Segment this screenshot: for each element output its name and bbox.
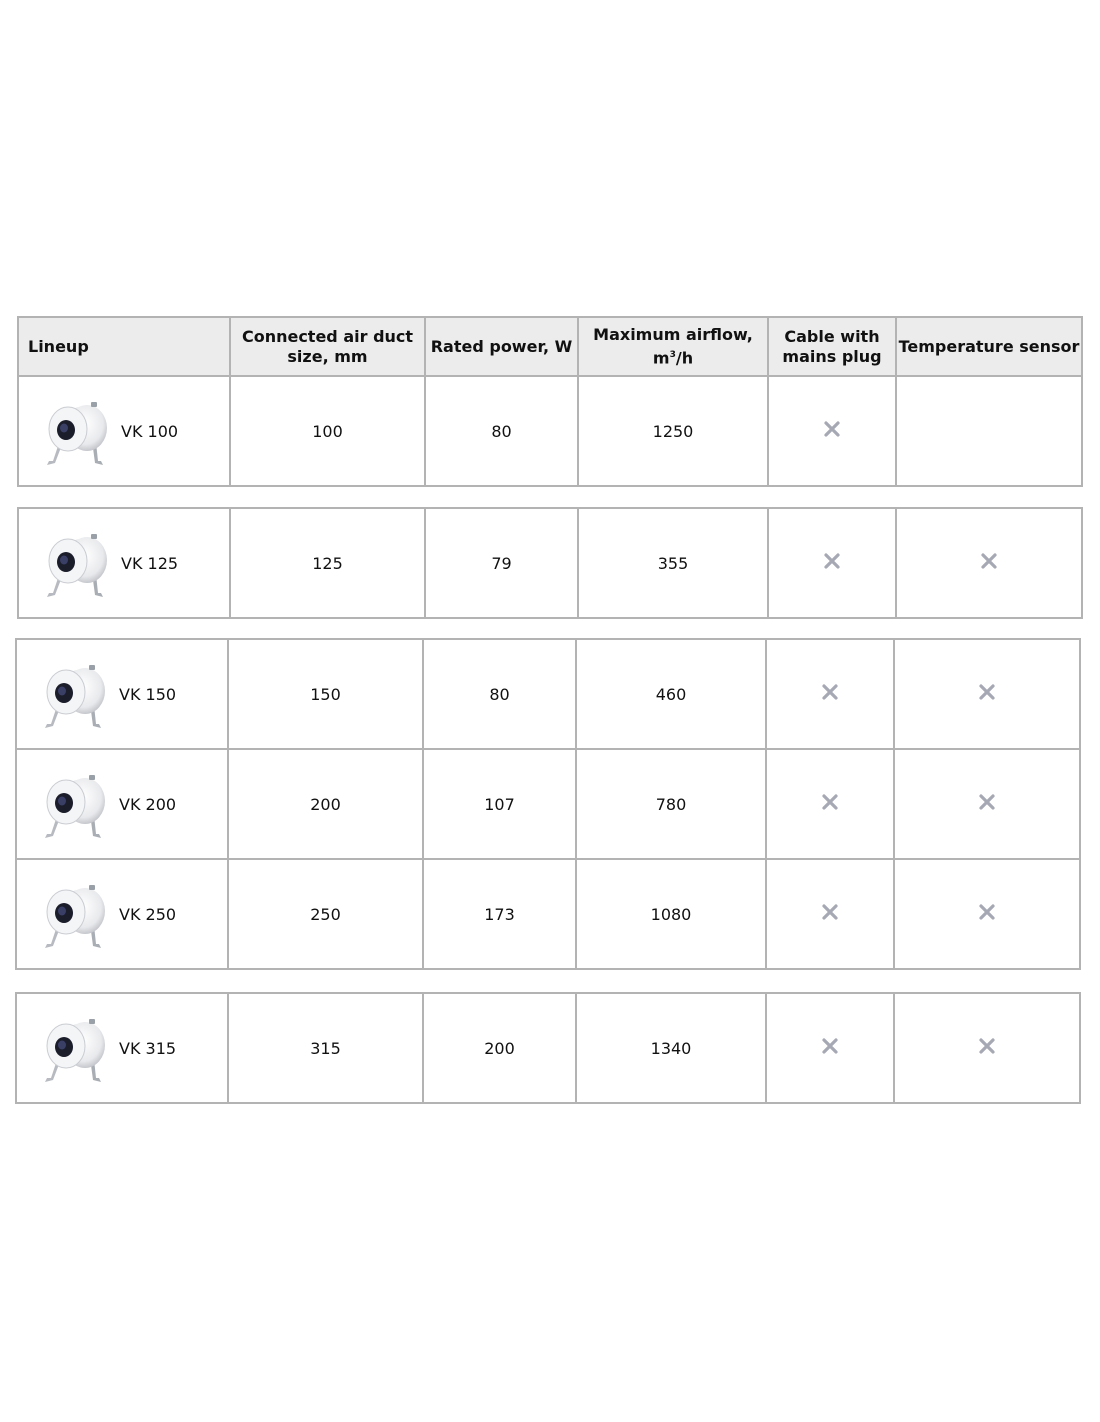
header-airflow-prefix: Maximum airflow, m (593, 324, 753, 368)
cable-plug-cell (766, 639, 894, 749)
max-airflow-cell: 1080 (576, 859, 766, 969)
cable-plug-cell (768, 508, 896, 618)
cross-mark-icon (821, 1037, 839, 1055)
inline-duct-fan-icon (33, 872, 117, 956)
header-temperature-sensor: Temperature sensor (896, 317, 1082, 376)
cross-mark-icon (978, 793, 996, 811)
temperature-sensor-cell (894, 749, 1080, 859)
header-cable-plug: Cable with mains plug (768, 317, 896, 376)
cross-mark-icon (821, 683, 839, 701)
model-name: VK 200 (119, 794, 177, 814)
cross-mark-icon (823, 420, 841, 438)
lineup-cell (16, 993, 228, 1103)
lineup-cell (16, 859, 228, 969)
cross-mark-icon (821, 903, 839, 921)
lineup-cell (16, 749, 228, 859)
max-airflow-cell: 460 (576, 639, 766, 749)
model-name: VK 150 (119, 684, 177, 704)
cross-mark-icon (823, 552, 841, 570)
cable-plug-cell (768, 376, 896, 486)
duct-size-cell: 200 (228, 749, 423, 859)
product-table-block-4 (15, 992, 1081, 1104)
temperature-sensor-cell (896, 508, 1082, 618)
rated-power-cell: 80 (425, 376, 578, 486)
lineup-cell (18, 376, 230, 486)
cable-plug-cell (766, 749, 894, 859)
cross-mark-icon (978, 683, 996, 701)
inline-duct-fan-icon (33, 652, 117, 736)
max-airflow-cell: 355 (578, 508, 768, 618)
model-name: VK 100 (121, 421, 179, 441)
duct-size-cell: 250 (228, 859, 423, 969)
max-airflow-cell: 780 (576, 749, 766, 859)
max-airflow-cell: 1340 (576, 993, 766, 1103)
table-row (18, 508, 1082, 618)
rated-power-cell: 173 (423, 859, 576, 969)
product-table-block-2 (17, 507, 1083, 619)
lineup-cell (18, 508, 230, 618)
temperature-sensor-cell (894, 993, 1080, 1103)
product-table-block-1 (17, 316, 1083, 487)
product-table-block-3 (15, 638, 1081, 970)
cross-mark-icon (978, 903, 996, 921)
header-lineup: Lineup (18, 317, 230, 376)
inline-duct-fan-icon (35, 521, 119, 605)
rated-power-cell: 200 (423, 993, 576, 1103)
header-max-airflow (578, 317, 768, 376)
rated-power-cell: 80 (423, 639, 576, 749)
cross-mark-icon (978, 1037, 996, 1055)
table-row (16, 993, 1080, 1103)
lineup-cell (16, 639, 228, 749)
inline-duct-fan-icon (35, 389, 119, 473)
table-row (16, 859, 1080, 969)
temperature-sensor-cell (894, 639, 1080, 749)
table-row (18, 376, 1082, 486)
temperature-sensor-cell (894, 859, 1080, 969)
rated-power-cell: 79 (425, 508, 578, 618)
cable-plug-cell (766, 859, 894, 969)
cross-mark-icon (821, 793, 839, 811)
duct-size-cell: 315 (228, 993, 423, 1103)
cross-mark-icon (980, 552, 998, 570)
duct-size-cell: 150 (228, 639, 423, 749)
duct-size-cell: 125 (230, 508, 425, 618)
table-row (16, 639, 1080, 749)
table-header-row (18, 317, 1082, 376)
model-name: VK 250 (119, 904, 177, 924)
table-row (16, 749, 1080, 859)
rated-power-cell: 107 (423, 749, 576, 859)
inline-duct-fan-icon (33, 1006, 117, 1090)
cable-plug-cell (766, 993, 894, 1103)
inline-duct-fan-icon (33, 762, 117, 846)
duct-size-cell: 100 (230, 376, 425, 486)
model-name: VK 125 (121, 553, 179, 573)
temperature-sensor-cell (896, 376, 1082, 486)
header-duct-size: Connected air duct size, mm (230, 317, 425, 376)
header-airflow-sup: 3 (669, 349, 676, 360)
header-airflow-suffix: /h (675, 348, 694, 368)
header-rated-power: Rated power, W (425, 317, 578, 376)
model-name: VK 315 (119, 1038, 177, 1058)
max-airflow-cell: 1250 (578, 376, 768, 486)
